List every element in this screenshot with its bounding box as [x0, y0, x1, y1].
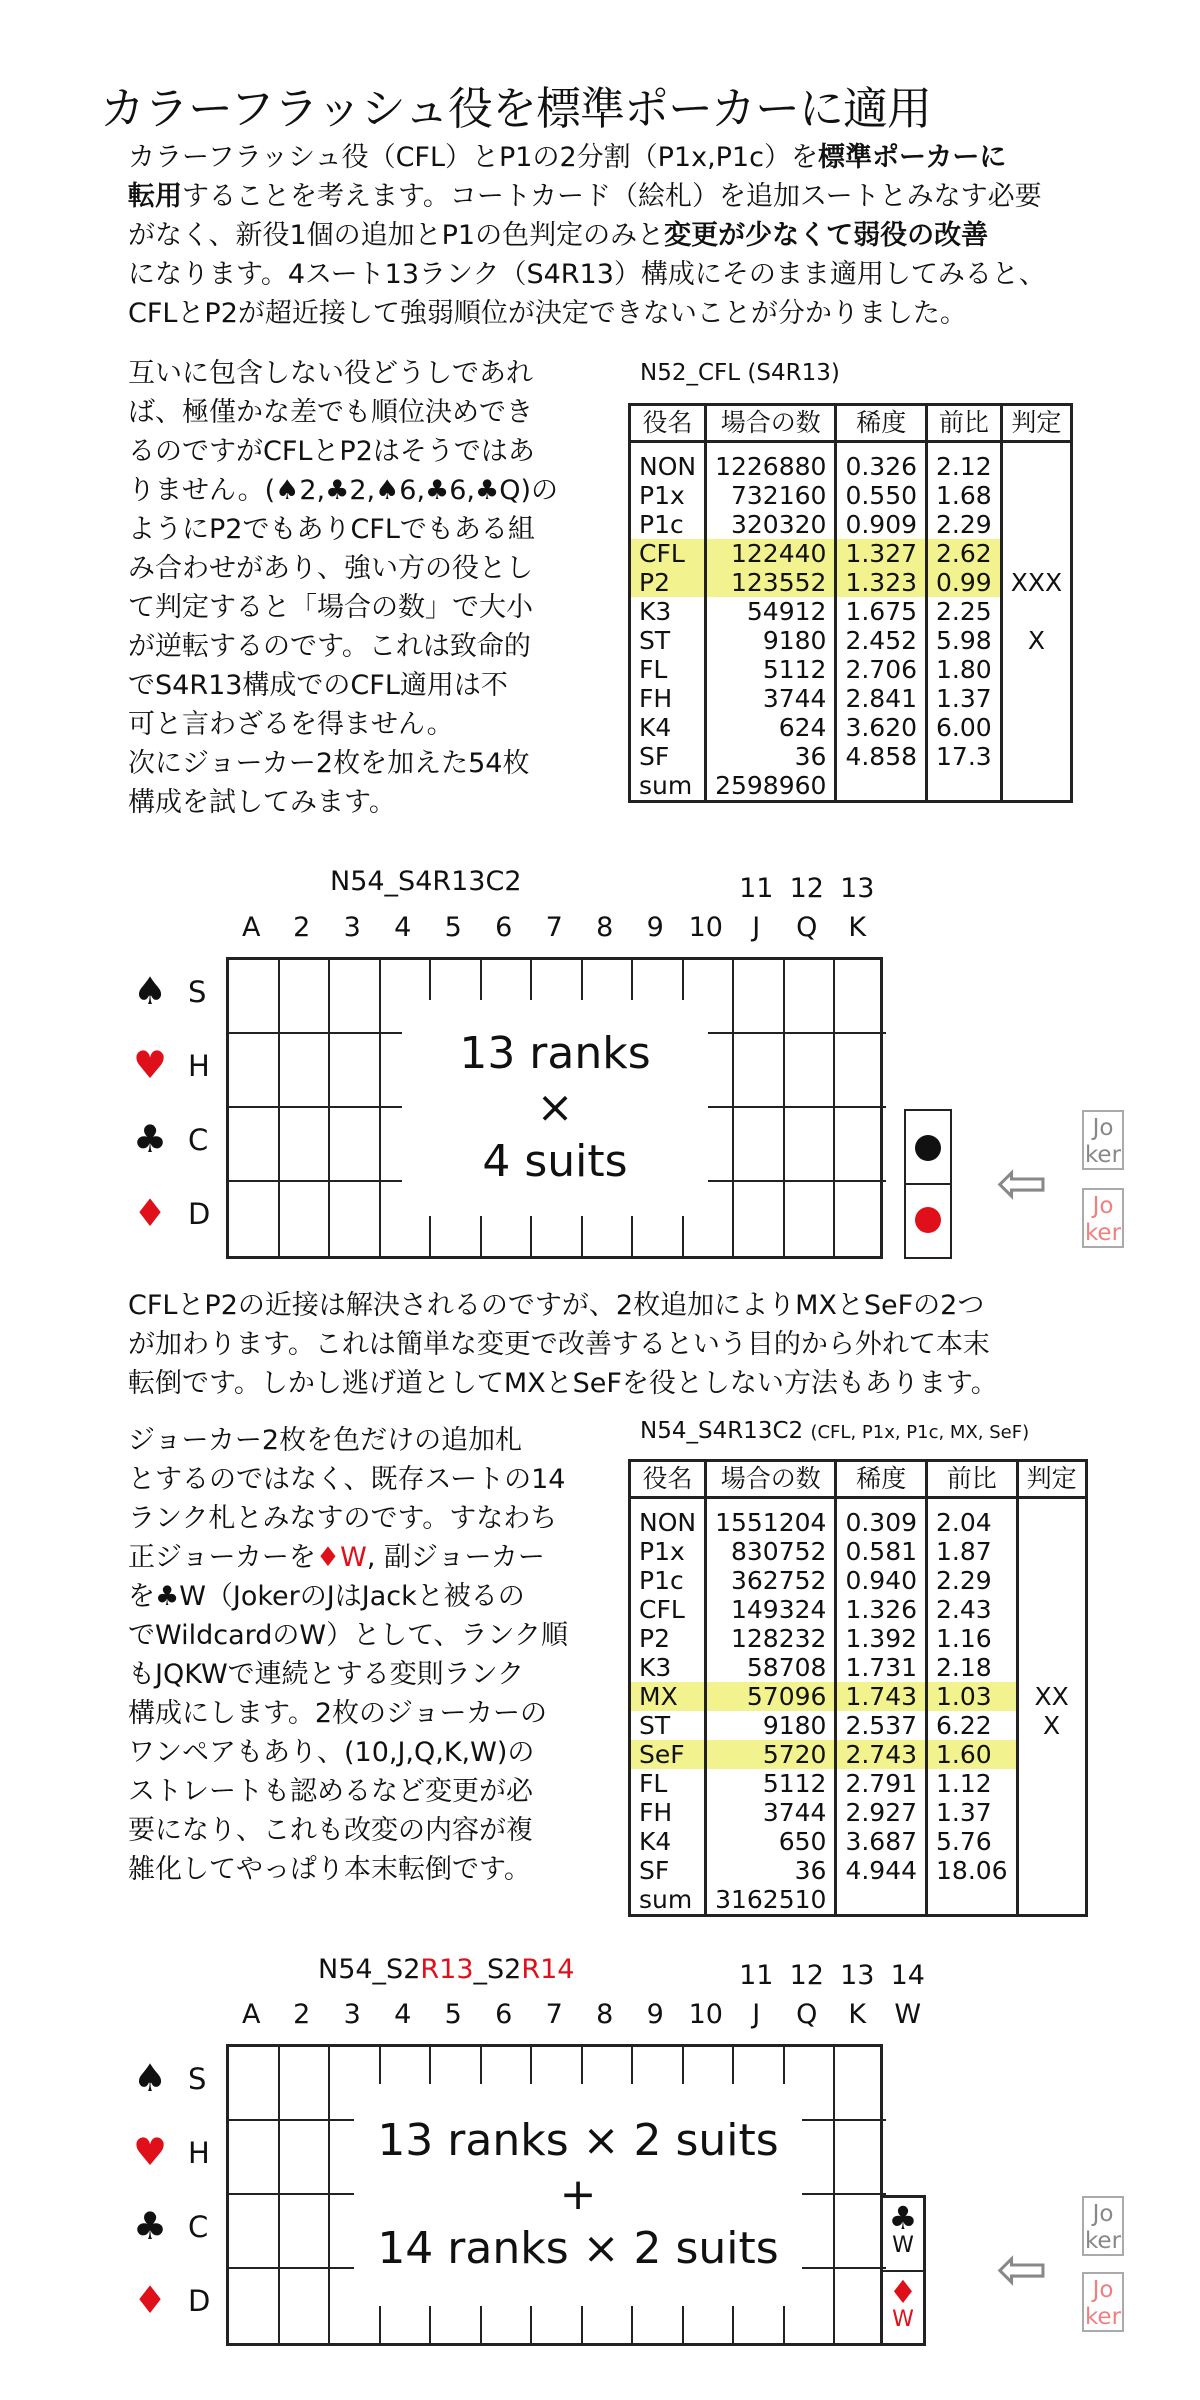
- hand-name: K3: [630, 1653, 706, 1682]
- card-cell: [229, 960, 280, 1034]
- hand-judge: [1017, 1595, 1086, 1624]
- table-row: [630, 510, 1072, 539]
- hand-ratio: 0.99: [927, 568, 1002, 597]
- hand-rarity: 0.550: [836, 481, 927, 510]
- hand-judge: [1001, 742, 1071, 771]
- hand-count: 36: [706, 742, 836, 771]
- hand-count: 3744: [706, 684, 836, 713]
- hand-judge: [1001, 481, 1071, 510]
- rank-label: 7: [545, 912, 563, 943]
- table-row: [630, 1498, 1087, 1538]
- hand-name: P1x: [630, 481, 706, 510]
- card-cell: [330, 1182, 381, 1256]
- rank-number: 11: [739, 1960, 774, 1991]
- table-row: [630, 597, 1072, 626]
- text-line: りません。(♠2,♣2,♠6,♣6,♣Q)の: [128, 475, 559, 506]
- text-line: CFLとP2の近接は解決されるのですが、2枚追加によりMXとSeFの2つ: [128, 1290, 985, 1321]
- hand-ratio: 1.80: [927, 655, 1002, 684]
- table-header: 前比: [927, 1461, 1018, 1498]
- table-row: [630, 1682, 1087, 1711]
- hand-count: 54912: [706, 597, 836, 626]
- hand-judge: [1001, 713, 1071, 742]
- grid1-title: N54_S4R13C2: [330, 866, 522, 897]
- hand-rarity: 1.731: [836, 1653, 927, 1682]
- suit-letter: D: [188, 1197, 211, 1231]
- table-header: 判定: [1001, 405, 1071, 442]
- text-line: て判定すると「場合の数」で大小: [128, 592, 533, 623]
- card-cell: [229, 1034, 280, 1108]
- rank-label: 8: [596, 1999, 614, 2030]
- table-row: [630, 1856, 1087, 1885]
- hand-ratio: 2.29: [927, 1566, 1018, 1595]
- hand-rarity: 1.392: [836, 1624, 927, 1653]
- rank-number: 14: [890, 1960, 925, 1991]
- rank-label: 10: [688, 912, 723, 943]
- table-row: [630, 655, 1072, 684]
- black-dot: [915, 1135, 941, 1161]
- text-line: が加わります。これは簡単な変更で改善するという目的から外れて本末: [128, 1329, 990, 1360]
- hand-rarity: 1.326: [836, 1595, 927, 1624]
- card-cell: [229, 2195, 280, 2269]
- card-cell: [280, 960, 331, 1034]
- hand-rarity: 1.323: [836, 568, 927, 597]
- card-cell: [785, 1034, 836, 1108]
- intro-paragraph: カラーフラッシュ役（CFL）とP1の2分割（P1x,P1c）を標準ポーカーに 転用することを考えます。コートカード（絵札）を追加スートとみなす必要 がなく、新役1個の追加とP1の色判定のみと変更が少なくて弱役の改善 になります。4スート13ランク（S4R13）構成にそのまま適用してみると、 CFLとP2が超近接して強弱順位が決定できないことが分かりました。: [128, 142, 1046, 329]
- table-row: [630, 713, 1072, 742]
- hand-count: 58708: [706, 1653, 836, 1682]
- hand-judge: [1017, 1624, 1086, 1653]
- hand-name: SF: [630, 742, 706, 771]
- hand-name: CFL: [630, 1595, 706, 1624]
- hand-judge: [1017, 1827, 1086, 1856]
- hand-judge: [1001, 539, 1071, 568]
- table-row: [630, 1827, 1087, 1856]
- hand-judge: [1017, 1885, 1086, 1916]
- card-cell: [835, 2195, 886, 2269]
- hand-ratio: 5.98: [927, 626, 1002, 655]
- hand-ratio: 1.87: [927, 1537, 1018, 1566]
- heart-icon: ♥: [132, 2130, 168, 2174]
- mid-paragraph: [128, 1286, 1168, 1403]
- hand-name: P1c: [630, 1566, 706, 1595]
- hand-rarity: 2.452: [836, 626, 927, 655]
- rank-label: 4: [394, 1999, 412, 2030]
- hand-ratio: 2.29: [927, 510, 1002, 539]
- table-row: [630, 1624, 1087, 1653]
- hand-name: FL: [630, 655, 706, 684]
- suit-letter: C: [188, 1123, 209, 1157]
- suit-letter: S: [188, 2062, 207, 2096]
- card-cell: [280, 1182, 331, 1256]
- hand-ratio: 5.76: [927, 1827, 1018, 1856]
- diamond-w-card: ♦ W: [888, 2273, 918, 2332]
- hand-name: SeF: [630, 1740, 706, 1769]
- text-line: 可と言わざるを得ません。: [128, 709, 454, 740]
- table-n52-cfl: [628, 403, 1073, 803]
- hand-name: MX: [630, 1682, 706, 1711]
- table-header: 場合の数: [706, 1461, 836, 1498]
- hand-ratio: 2.43: [927, 1595, 1018, 1624]
- hand-rarity: 3.687: [836, 1827, 927, 1856]
- hand-rarity: 0.309: [836, 1498, 927, 1538]
- color-only-cards: [904, 1109, 952, 1259]
- rank-label: 6: [495, 1999, 513, 2030]
- grid2-title: N54_S2R13_S2R14: [318, 1954, 575, 1985]
- table-header: 役名: [630, 405, 706, 442]
- hand-name: NON: [630, 442, 706, 482]
- hand-count: 1226880: [706, 442, 836, 482]
- table-header: 稀度: [836, 405, 927, 442]
- hand-rarity: 2.791: [836, 1769, 927, 1798]
- hand-name: FH: [630, 684, 706, 713]
- hand-judge: [1017, 1498, 1086, 1538]
- rank-label: W: [894, 1999, 922, 2030]
- rank-label: 10: [688, 1999, 723, 2030]
- hand-ratio: 1.12: [927, 1769, 1018, 1798]
- hand-name: P2: [630, 1624, 706, 1653]
- hand-judge: [1001, 442, 1071, 482]
- card-cell: [785, 1182, 836, 1256]
- suit-letter: S: [188, 975, 207, 1009]
- card-cell: [229, 2121, 280, 2195]
- card-cell: [280, 2121, 331, 2195]
- hand-count: 149324: [706, 1595, 836, 1624]
- joker-red-card: Jo ker: [1082, 2272, 1124, 2332]
- hand-ratio: 18.06: [927, 1856, 1018, 1885]
- text-line: ようにP2でもありCFLでもある組: [128, 514, 535, 545]
- hand-name: P1x: [630, 1537, 706, 1566]
- spade-icon: ♠: [132, 969, 168, 1013]
- card-cell: [229, 1182, 280, 1256]
- joker-black-card: Jo ker: [1082, 2196, 1124, 2256]
- hand-count: 9180: [706, 1711, 836, 1740]
- hand-judge: [1017, 1856, 1086, 1885]
- hand-name: ST: [630, 626, 706, 655]
- hand-rarity: 2.706: [836, 655, 927, 684]
- hand-ratio: 17.3: [927, 742, 1002, 771]
- table-row: [630, 684, 1072, 713]
- hand-judge: [1017, 1740, 1086, 1769]
- text-line: でS4R13構成でのCFL適用は不: [128, 670, 508, 701]
- card-cell: [734, 1182, 785, 1256]
- card-cell: [330, 1034, 381, 1108]
- joker-red-card: Jo ker: [1082, 1188, 1124, 1248]
- hand-name: K4: [630, 713, 706, 742]
- spade-icon: ♠: [132, 2056, 168, 2100]
- table-header: 判定: [1017, 1461, 1086, 1498]
- hand-count: 3162510: [706, 1885, 836, 1916]
- hand-count: 624: [706, 713, 836, 742]
- hand-rarity: 0.326: [836, 442, 927, 482]
- hand-judge: [1017, 1537, 1086, 1566]
- card-cell: [785, 960, 836, 1034]
- hand-judge: X: [1001, 626, 1071, 655]
- hand-ratio: 1.37: [927, 684, 1002, 713]
- page-title: カラーフラッシュ役を標準ポーカーに適用: [100, 82, 932, 135]
- hand-ratio: 2.25: [927, 597, 1002, 626]
- rank-label: K: [848, 1999, 867, 2030]
- hand-rarity: 1.743: [836, 1682, 927, 1711]
- rank-label: 2: [293, 1999, 311, 2030]
- text-line: 構成を試してみます。: [128, 787, 396, 818]
- card-cell: [835, 2121, 886, 2195]
- hand-count: 122440: [706, 539, 836, 568]
- table-row: [630, 1740, 1087, 1769]
- diamond-icon: ♦: [132, 2278, 168, 2322]
- hand-rarity: 2.743: [836, 1740, 927, 1769]
- rank-label: Q: [796, 912, 818, 943]
- hand-rarity: 2.537: [836, 1711, 927, 1740]
- hand-name: SF: [630, 1856, 706, 1885]
- card-cell: [785, 1108, 836, 1182]
- arrow-left-icon: ⇦: [996, 1146, 1048, 1219]
- table-row: [630, 1798, 1087, 1827]
- table-row: [630, 626, 1072, 655]
- hand-name: sum: [630, 771, 706, 802]
- card-cell: [280, 2195, 331, 2269]
- hand-count: 362752: [706, 1566, 836, 1595]
- text-line: るのですがCFLとP2はそうではあ: [128, 436, 535, 467]
- card-cell: [330, 1108, 381, 1182]
- card-cell: [229, 2047, 280, 2121]
- rank-label: 8: [596, 912, 614, 943]
- grid2-center-label: 13 ranks × 2 suits + 14 ranks × 2 suits: [354, 2084, 802, 2306]
- arrow-left-icon: ⇦: [996, 2232, 1048, 2305]
- hand-count: 732160: [706, 481, 836, 510]
- hand-rarity: 3.620: [836, 713, 927, 742]
- hand-judge: [1001, 771, 1071, 802]
- rank-label: 3: [343, 912, 361, 943]
- heart-icon: ♥: [132, 1043, 168, 1087]
- rank-label: A: [242, 1999, 261, 2030]
- hand-ratio: 2.12: [927, 442, 1002, 482]
- hand-rarity: 4.858: [836, 742, 927, 771]
- diamond-icon: ♦: [132, 1191, 168, 1235]
- card-cell: [835, 2269, 886, 2343]
- hand-name: P1c: [630, 510, 706, 539]
- suit-letter: D: [188, 2284, 211, 2318]
- table-header: 役名: [630, 1461, 706, 1498]
- hand-name: FH: [630, 1798, 706, 1827]
- card-cell: [734, 1034, 785, 1108]
- table-row: [630, 742, 1072, 771]
- rank-label: 5: [444, 1999, 462, 2030]
- table-row: [630, 1537, 1087, 1566]
- hand-judge: [1017, 1798, 1086, 1827]
- suit-letter: C: [188, 2210, 209, 2244]
- hand-name: CFL: [630, 539, 706, 568]
- table-row: [630, 481, 1072, 510]
- card-cell: [835, 1034, 886, 1108]
- w-rank-column: [880, 2195, 926, 2346]
- table-row: [630, 1595, 1087, 1624]
- table-row: [630, 1566, 1087, 1595]
- hand-ratio: 6.00: [927, 713, 1002, 742]
- hand-rarity: 2.927: [836, 1798, 927, 1827]
- hand-count: 5112: [706, 655, 836, 684]
- hand-rarity: 1.327: [836, 539, 927, 568]
- hand-count: 650: [706, 1827, 836, 1856]
- hand-count: 5720: [706, 1740, 836, 1769]
- joker-wildcard-explanation: ジョーカー2枚を色だけの追加札 とするのではなく、既存スートの14 ランク札とみなすのです。すなわち 正ジョーカーを♦W, 副ジョーカー を♣W（JokerのJはJackと被るの でWildcardのW）として、ランク順 もJQKWで連続とする変則ランク 構成にします。2枚のジョーカーの ワンペアもあり、(10,J,Q,K,W)の ストレートも認めるなど変更が必 要になり、これも改変の内容が複 雑化してやっぱり本末転倒です。: [128, 1425, 569, 1885]
- rank-label: 3: [343, 1999, 361, 2030]
- rank-number: 13: [840, 873, 875, 904]
- hand-judge: [1017, 1566, 1086, 1595]
- hand-rarity: 4.944: [836, 1856, 927, 1885]
- hand-ratio: [927, 1885, 1018, 1916]
- rank-label: J: [752, 1999, 761, 2030]
- hand-rarity: [836, 771, 927, 802]
- card-cell: [280, 2269, 331, 2343]
- grid1-center-label: 13 ranks × 4 suits: [402, 1000, 708, 1216]
- hand-count: 36: [706, 1856, 836, 1885]
- hand-judge: XXX: [1001, 568, 1071, 597]
- table-row: [630, 771, 1072, 802]
- table-n54-s4r13c2: [628, 1459, 1088, 1917]
- hand-ratio: 2.04: [927, 1498, 1018, 1538]
- card-cell: [280, 1108, 331, 1182]
- rank-number: 12: [789, 873, 824, 904]
- hand-count: 3744: [706, 1798, 836, 1827]
- rank-label: 6: [495, 912, 513, 943]
- hand-count: 1551204: [706, 1498, 836, 1538]
- hand-ratio: [927, 771, 1002, 802]
- club-w-card: ♣ W: [888, 2199, 918, 2258]
- card-cell: [835, 960, 886, 1034]
- hand-ratio: 6.22: [927, 1711, 1018, 1740]
- hand-rarity: [836, 1885, 927, 1916]
- card-cell: [835, 2047, 886, 2121]
- hand-name: FL: [630, 1769, 706, 1798]
- hand-name: NON: [630, 1498, 706, 1538]
- rank-label: 9: [646, 912, 664, 943]
- cfl-p2-explanation: [128, 354, 608, 822]
- hand-ratio: 1.37: [927, 1798, 1018, 1827]
- hand-count: 2598960: [706, 771, 836, 802]
- table-header: 場合の数: [706, 405, 836, 442]
- rank-label: 4: [394, 912, 412, 943]
- text-line: み合わせがあり、強い方の役とし: [128, 553, 533, 584]
- hand-judge: [1001, 655, 1071, 684]
- hand-rarity: 0.940: [836, 1566, 927, 1595]
- hand-judge: [1001, 510, 1071, 539]
- table1-caption: N52_CFL (S4R13): [640, 360, 840, 386]
- text-line: が逆転するのです。これは致命的: [128, 631, 531, 662]
- hand-rarity: 2.841: [836, 684, 927, 713]
- hand-judge: [1017, 1769, 1086, 1798]
- table-row: [630, 539, 1072, 568]
- text-line: 転倒です。しかし逃げ道としてMXとSeFを役としない方法もあります。: [128, 1368, 998, 1399]
- rank-label: 9: [646, 1999, 664, 2030]
- hand-count: 123552: [706, 568, 836, 597]
- rank-number: 13: [840, 1960, 875, 1991]
- hand-rarity: 0.581: [836, 1537, 927, 1566]
- hand-ratio: 1.68: [927, 481, 1002, 510]
- text-line: 次にジョーカー2枚を加えた54枚: [128, 748, 530, 779]
- hand-ratio: 2.18: [927, 1653, 1018, 1682]
- table-header: 前比: [927, 405, 1002, 442]
- card-cell: [330, 960, 381, 1034]
- rank-label: 7: [545, 1999, 563, 2030]
- table-row: [630, 1885, 1087, 1916]
- hand-name: K3: [630, 597, 706, 626]
- hand-name: K4: [630, 1827, 706, 1856]
- table-row: [630, 1711, 1087, 1740]
- table-row: [630, 1653, 1087, 1682]
- rank-label: J: [752, 912, 761, 943]
- rank-label: A: [242, 912, 261, 943]
- hand-count: 57096: [706, 1682, 836, 1711]
- card-cell: [229, 1108, 280, 1182]
- card-cell: [229, 2269, 280, 2343]
- rank-label: Q: [796, 1999, 818, 2030]
- rank-label: 2: [293, 912, 311, 943]
- card-cell: [835, 1108, 886, 1182]
- card-cell: [835, 1182, 886, 1256]
- hand-ratio: 1.60: [927, 1740, 1018, 1769]
- hand-ratio: 1.03: [927, 1682, 1018, 1711]
- card-cell: [280, 2047, 331, 2121]
- hand-judge: [1017, 1653, 1086, 1682]
- hand-count: 128232: [706, 1624, 836, 1653]
- hand-name: P2: [630, 568, 706, 597]
- hand-judge: X: [1017, 1711, 1086, 1740]
- table-header: 稀度: [836, 1461, 927, 1498]
- hand-rarity: 0.909: [836, 510, 927, 539]
- hand-judge: [1001, 684, 1071, 713]
- card-cell: [734, 960, 785, 1034]
- club-icon: ♣: [132, 1117, 168, 1161]
- suit-letter: H: [188, 1049, 210, 1083]
- club-icon: ♣: [132, 2204, 168, 2248]
- suit-letter: H: [188, 2136, 210, 2170]
- hand-ratio: 1.16: [927, 1624, 1018, 1653]
- card-cell: [280, 1034, 331, 1108]
- hand-ratio: 2.62: [927, 539, 1002, 568]
- table-row: [630, 1769, 1087, 1798]
- hand-judge: [1001, 597, 1071, 626]
- hand-count: 830752: [706, 1537, 836, 1566]
- text-line: 互いに包含しない役どうしであれ: [128, 358, 533, 389]
- rank-label: K: [848, 912, 867, 943]
- table-row: [630, 442, 1072, 482]
- table-row: [630, 568, 1072, 597]
- red-dot: [915, 1207, 941, 1233]
- hand-name: sum: [630, 1885, 706, 1916]
- hand-count: 9180: [706, 626, 836, 655]
- joker-black-card: Jo ker: [1082, 1110, 1124, 1170]
- hand-name: ST: [630, 1711, 706, 1740]
- rank-number: 12: [789, 1960, 824, 1991]
- table2-caption: N54_S4R13C2 (CFL, P1x, P1c, MX, SeF): [640, 1418, 1030, 1444]
- hand-count: 5112: [706, 1769, 836, 1798]
- hand-judge: XX: [1017, 1682, 1086, 1711]
- text-line: ば、極僅かな差でも順位決めでき: [128, 397, 533, 428]
- hand-rarity: 1.675: [836, 597, 927, 626]
- rank-number: 11: [739, 873, 774, 904]
- card-cell: [734, 1108, 785, 1182]
- rank-label: 5: [444, 912, 462, 943]
- hand-count: 320320: [706, 510, 836, 539]
